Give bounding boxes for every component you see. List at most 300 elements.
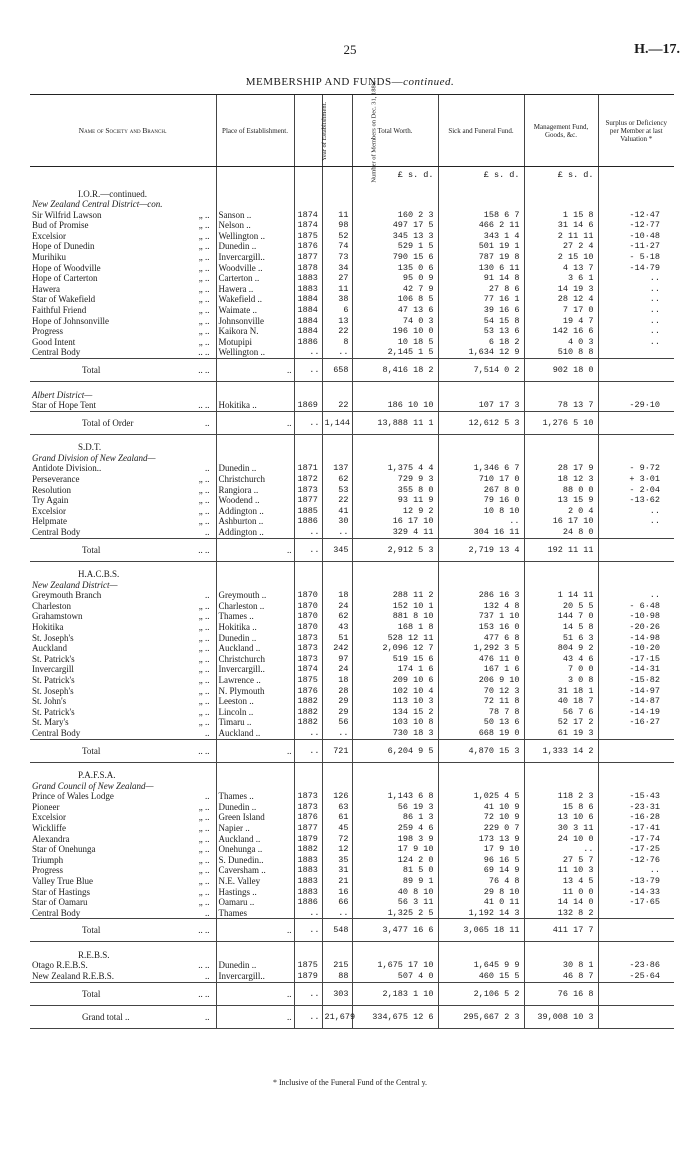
place-cell: Hokitika ..	[216, 622, 294, 633]
branch-row	[30, 855, 674, 866]
sick-fund-cell: 2,719 13 4	[438, 538, 524, 561]
surplus-cell: -14·31	[598, 664, 674, 675]
management-fund-cell: 51 6 3	[524, 633, 598, 644]
year-cell: 1877	[294, 495, 322, 506]
empty-cell	[322, 199, 352, 210]
spacer-cell	[216, 561, 294, 569]
spacer-cell	[598, 382, 674, 390]
branch-row	[30, 622, 674, 633]
sick-fund-cell: 1,634 12 9	[438, 347, 524, 358]
empty-cell	[294, 453, 322, 464]
units-sick: £ s. d.	[438, 167, 524, 181]
place-cell: ..	[216, 1005, 294, 1028]
sick-fund-cell: 1,645 9 9	[438, 960, 524, 971]
sick-fund-cell: 343 1 4	[438, 231, 524, 242]
surplus-cell: ..	[598, 316, 674, 327]
empty-cell	[352, 189, 438, 200]
society-heading-row	[30, 442, 674, 453]
members-cell: 98	[322, 220, 352, 231]
place-cell: Thames ..	[216, 611, 294, 622]
leader-dots: ..	[205, 907, 210, 918]
branch-label: Bud of Promise	[32, 220, 89, 231]
year-cell: 1873	[294, 485, 322, 496]
empty-cell	[524, 781, 598, 792]
sick-fund-cell: 78 7 8	[438, 707, 524, 718]
sick-fund-cell: 787 19 8	[438, 252, 524, 263]
branch-label: Grand total ..	[82, 1011, 130, 1022]
spacer-cell	[30, 942, 216, 950]
branch-row	[30, 210, 674, 221]
sick-fund-cell: 53 13 6	[438, 326, 524, 337]
sick-fund-cell: 6 18 2	[438, 337, 524, 348]
empty-cell	[216, 781, 294, 792]
branch-label: Excelsior	[32, 812, 66, 823]
branch-name	[30, 252, 216, 263]
sick-fund-cell: 304 16 11	[438, 527, 524, 538]
branch-label: Star of Oamaru	[32, 897, 88, 908]
surplus-cell: -25·64	[598, 971, 674, 982]
spacer-cell	[216, 382, 294, 390]
empty-cell	[524, 453, 598, 464]
branch-label: Greymouth Branch	[32, 590, 102, 601]
members-cell: 13	[322, 316, 352, 327]
surplus-cell: -14·97	[598, 686, 674, 697]
management-fund-cell: 28 12 4	[524, 294, 598, 305]
branch-label: Sir Wilfrid Lawson	[32, 209, 102, 220]
surplus-cell	[598, 1005, 674, 1028]
leader-dots: „ ..	[198, 209, 210, 220]
leader-dots: „ ..	[198, 283, 210, 294]
sick-fund-cell: 39 16 6	[438, 305, 524, 316]
empty-cell	[216, 950, 294, 961]
branch-name	[30, 337, 216, 348]
empty-cell	[598, 199, 674, 210]
branch-label: Prince of Wales Lodge	[32, 791, 114, 802]
spacer-cell	[30, 762, 216, 770]
sick-fund-cell: 79 16 0	[438, 495, 524, 506]
empty-cell	[216, 770, 294, 781]
total-worth-cell: 198 3 9	[352, 834, 438, 845]
year-cell: 1875	[294, 675, 322, 686]
district-name: Grand Division of New Zealand—	[32, 452, 156, 463]
branch-label: Central Body	[32, 347, 81, 358]
place-cell: Hastings ..	[216, 887, 294, 898]
year-cell: 1873	[294, 633, 322, 644]
management-fund-cell: 3 6 1	[524, 273, 598, 284]
branch-row	[30, 865, 674, 876]
place-cell: Christchurch	[216, 654, 294, 665]
place-cell: Nelson ..	[216, 220, 294, 231]
branch-name	[30, 326, 216, 337]
spacer-cell	[216, 762, 294, 770]
branch-row	[30, 284, 674, 295]
society-heading-row	[30, 569, 674, 580]
year-cell: 1886	[294, 897, 322, 908]
total-worth-cell: 113 10 3	[352, 696, 438, 707]
spacer-cell	[322, 434, 352, 442]
place-cell: Dunedin ..	[216, 960, 294, 971]
surplus-cell: ..	[598, 516, 674, 527]
spacer-cell	[352, 181, 438, 189]
management-fund-cell: 11 0 0	[524, 887, 598, 898]
branch-name	[30, 887, 216, 898]
management-fund-cell: 24 8 0	[524, 527, 598, 538]
members-cell: 548	[322, 919, 352, 942]
surplus-cell: -15·82	[598, 675, 674, 686]
year-cell: 1884	[294, 316, 322, 327]
total-worth-cell: 3,477 16 6	[352, 919, 438, 942]
spacer-cell	[598, 181, 674, 189]
leader-dots: „ ..	[198, 305, 210, 316]
branch-name	[30, 876, 216, 887]
leader-dots: ..	[205, 971, 210, 982]
year-cell: 1884	[294, 326, 322, 337]
sick-fund-cell: 132 4 8	[438, 601, 524, 612]
year-cell: 1869	[294, 400, 322, 411]
year-cell: 1883	[294, 865, 322, 876]
year-cell: 1876	[294, 686, 322, 697]
district-name: New Zealand District—	[32, 579, 118, 590]
total-worth-cell: 174 1 6	[352, 664, 438, 675]
branch-row	[30, 802, 674, 813]
sick-fund-cell: 1,025 4 5	[438, 791, 524, 802]
empty-cell	[598, 569, 674, 580]
branch-row	[30, 696, 674, 707]
members-cell: 29	[322, 707, 352, 718]
empty-cell	[524, 189, 598, 200]
leader-dots: ..	[205, 1011, 210, 1022]
surplus-cell: -16·27	[598, 717, 674, 728]
leader-dots: ..	[205, 526, 210, 537]
total-row	[30, 411, 674, 434]
branch-row	[30, 834, 674, 845]
branch-label: New Zealand R.E.B.S.	[32, 971, 114, 982]
management-fund-cell: 1 15 8	[524, 210, 598, 221]
members-cell: 27	[322, 273, 352, 284]
branch-row	[30, 908, 674, 919]
place-cell: Wakefield ..	[216, 294, 294, 305]
branch-row	[30, 527, 674, 538]
spacer-row	[30, 942, 674, 950]
branch-name	[30, 273, 216, 284]
branch-row	[30, 707, 674, 718]
year-cell: 1877	[294, 823, 322, 834]
empty-cell	[294, 770, 322, 781]
branch-name	[30, 908, 216, 919]
management-fund-cell: 30 8 1	[524, 960, 598, 971]
branch-row	[30, 643, 674, 654]
surplus-cell	[598, 359, 674, 382]
sick-fund-cell: 4,870 15 3	[438, 739, 524, 762]
branch-label: St. Mary's	[32, 717, 69, 728]
spacer-cell	[216, 434, 294, 442]
units-total: £ s. d.	[352, 167, 438, 181]
branch-name	[30, 897, 216, 908]
surplus-cell: -13·79	[598, 876, 674, 887]
place-cell: Addington ..	[216, 506, 294, 517]
sick-fund-cell: 501 19 1	[438, 241, 524, 252]
units-row	[30, 167, 674, 181]
sick-fund-cell: 77 16 1	[438, 294, 524, 305]
surplus-cell: -14·87	[598, 696, 674, 707]
branch-row	[30, 971, 674, 982]
leader-dots: .. ..	[198, 745, 210, 756]
place-cell: ..	[216, 411, 294, 434]
spacer-cell	[294, 382, 322, 390]
spacer-cell	[524, 762, 598, 770]
place-cell: Thames	[216, 908, 294, 919]
branch-row	[30, 495, 674, 506]
society-heading-row	[30, 950, 674, 961]
leader-dots: „ ..	[198, 294, 210, 305]
place-cell: ..	[216, 359, 294, 382]
branch-row	[30, 474, 674, 485]
branch-name	[30, 516, 216, 527]
leader-dots: .. ..	[198, 400, 210, 411]
branch-name	[30, 400, 216, 411]
total-worth-cell: 288 11 2	[352, 590, 438, 601]
surplus-cell: ..	[598, 590, 674, 601]
total-worth-cell: 86 1 3	[352, 812, 438, 823]
empty-cell	[598, 770, 674, 781]
place-cell: Timaru ..	[216, 717, 294, 728]
total-worth-cell: 56 19 3	[352, 802, 438, 813]
title-main: MEMBERSHIP AND FUNDS—	[245, 76, 404, 88]
surplus-cell: -14·33	[598, 887, 674, 898]
branch-label: Hawera	[32, 283, 60, 294]
branch-label: Charleston	[32, 600, 71, 611]
members-cell: 51	[322, 633, 352, 644]
district-heading-row	[30, 580, 674, 591]
branch-row	[30, 887, 674, 898]
total-worth-cell: 16 17 10	[352, 516, 438, 527]
sick-fund-cell: ..	[438, 516, 524, 527]
total-worth-cell: 209 10 6	[352, 675, 438, 686]
members-cell: 11	[322, 210, 352, 221]
spacer-cell	[524, 434, 598, 442]
spacer-cell	[524, 942, 598, 950]
branch-label: Progress	[32, 865, 63, 876]
surplus-cell: -23·86	[598, 960, 674, 971]
leader-dots: „ ..	[198, 516, 210, 527]
place-cell: ..	[216, 538, 294, 561]
branch-label: Otago R.E.B.S.	[32, 960, 88, 971]
branch-name	[30, 316, 216, 327]
year-cell: ..	[294, 538, 322, 561]
empty-cell	[322, 781, 352, 792]
leader-dots: ..	[205, 417, 210, 428]
district-name: Albert District—	[32, 389, 93, 400]
branch-row	[30, 231, 674, 242]
sick-fund-cell: 477 6 8	[438, 633, 524, 644]
total-worth-cell: 2,145 1 5	[352, 347, 438, 358]
members-cell: ..	[322, 728, 352, 739]
place-cell: Invercargill..	[216, 664, 294, 675]
units-management: £ s. d.	[524, 167, 598, 181]
branch-name	[30, 707, 216, 718]
spacer-cell	[352, 942, 438, 950]
sick-fund-cell: 29 8 10	[438, 887, 524, 898]
branch-label: Total	[82, 925, 101, 936]
year-cell: 1886	[294, 337, 322, 348]
society-heading-row	[30, 770, 674, 781]
branch-row	[30, 316, 674, 327]
members-cell: 41	[322, 506, 352, 517]
surplus-cell: -29·10	[598, 400, 674, 411]
members-cell: 12	[322, 844, 352, 855]
total-worth-cell: 89 9 1	[352, 876, 438, 887]
table-title	[0, 76, 700, 88]
branch-row	[30, 611, 674, 622]
branch-name	[30, 791, 216, 802]
branch-row	[30, 897, 674, 908]
members-cell: 21	[322, 876, 352, 887]
management-fund-cell: 144 7 0	[524, 611, 598, 622]
empty-cell	[598, 453, 674, 464]
total-row	[30, 982, 674, 1005]
spacer-cell	[438, 181, 524, 189]
empty-cell	[294, 189, 322, 200]
leader-dots: „ ..	[198, 241, 210, 252]
empty-cell	[438, 442, 524, 453]
empty-cell	[598, 580, 674, 591]
place-cell: Woodend ..	[216, 495, 294, 506]
place-cell: ..	[216, 739, 294, 762]
management-fund-cell: ..	[524, 844, 598, 855]
society-heading-row	[30, 189, 674, 200]
sick-fund-cell: 12,612 5 3	[438, 411, 524, 434]
surplus-cell: ..	[598, 865, 674, 876]
branch-label: Central Body	[32, 907, 81, 918]
branch-row	[30, 717, 674, 728]
empty-cell	[352, 442, 438, 453]
col-header-place: Place of Establishment.	[216, 95, 294, 167]
total-worth-cell: 95 0 9	[352, 273, 438, 284]
branch-row	[30, 347, 674, 358]
members-cell: 35	[322, 855, 352, 866]
total-row	[30, 538, 674, 561]
year-cell: ..	[294, 411, 322, 434]
empty-cell	[524, 442, 598, 453]
members-cell: ..	[322, 347, 352, 358]
members-cell: 45	[322, 823, 352, 834]
members-cell: 22	[322, 495, 352, 506]
empty-cell	[216, 580, 294, 591]
empty-cell	[352, 781, 438, 792]
year-cell: 1882	[294, 707, 322, 718]
surplus-cell: -15·43	[598, 791, 674, 802]
leader-dots: „ ..	[198, 653, 210, 664]
members-cell: 66	[322, 897, 352, 908]
surplus-cell	[598, 982, 674, 1005]
surplus-cell: -12·47	[598, 210, 674, 221]
branch-label: Total	[82, 988, 101, 999]
leader-dots: „ ..	[198, 664, 210, 675]
sick-fund-cell: 710 17 0	[438, 474, 524, 485]
year-cell: ..	[294, 527, 322, 538]
place-cell: Auckland ..	[216, 643, 294, 654]
branch-name	[30, 802, 216, 813]
spacer-cell	[598, 434, 674, 442]
members-cell: 56	[322, 717, 352, 728]
branch-label: Alexandra	[32, 833, 70, 844]
surplus-cell	[598, 919, 674, 942]
total-worth-cell: 1,143 6 8	[352, 791, 438, 802]
members-cell: 61	[322, 812, 352, 823]
management-fund-cell: 2 15 10	[524, 252, 598, 263]
total-worth-cell: 1,675 17 10	[352, 960, 438, 971]
members-cell: 34	[322, 263, 352, 274]
total-worth-cell: 196 10 0	[352, 326, 438, 337]
branch-label: Invercargill	[32, 664, 74, 675]
sick-fund-cell: 1,192 14 3	[438, 908, 524, 919]
year-cell: 1873	[294, 643, 322, 654]
empty-cell	[216, 199, 294, 210]
year-cell: 1883	[294, 887, 322, 898]
branch-name	[30, 971, 216, 982]
branch-label: Total of Order	[82, 417, 134, 428]
members-cell: 31	[322, 865, 352, 876]
place-cell: S. Dunedin..	[216, 855, 294, 866]
surplus-cell	[598, 527, 674, 538]
place-cell: Ashburton ..	[216, 516, 294, 527]
management-fund-cell: 804 9 2	[524, 643, 598, 654]
surplus-cell: -17·74	[598, 834, 674, 845]
place-cell: ..	[216, 919, 294, 942]
leader-dots: „ ..	[198, 812, 210, 823]
surplus-cell	[598, 538, 674, 561]
management-fund-cell: 30 3 11	[524, 823, 598, 834]
empty-cell	[598, 950, 674, 961]
year-cell: 1875	[294, 231, 322, 242]
empty-cell	[524, 950, 598, 961]
sick-fund-cell: 173 13 9	[438, 834, 524, 845]
branch-row	[30, 876, 674, 887]
members-cell: 24	[322, 601, 352, 612]
branch-row	[30, 823, 674, 834]
leader-dots: „ ..	[198, 823, 210, 833]
total-worth-cell: 40 8 10	[352, 887, 438, 898]
branch-row	[30, 326, 674, 337]
branch-name	[30, 506, 216, 517]
branch-name	[30, 241, 216, 252]
society-name: P.A.F.S.A.	[78, 770, 116, 781]
branch-label: Star of Hope Tent	[32, 400, 96, 411]
total-worth-cell: 8,416 18 2	[352, 359, 438, 382]
branch-name	[30, 474, 216, 485]
members-cell: 18	[322, 675, 352, 686]
members-cell: 72	[322, 834, 352, 845]
branch-label: Hope of Carterton	[32, 273, 98, 284]
branch-name	[30, 590, 216, 601]
year-cell: 1871	[294, 463, 322, 474]
footnote: * Inclusive of the Funeral Fund of the Central y.	[272, 1078, 428, 1087]
sick-fund-cell: 3,065 18 11	[438, 919, 524, 942]
empty-cell	[438, 950, 524, 961]
branch-name	[30, 844, 216, 855]
sick-fund-cell: 295,667 2 3	[438, 1005, 524, 1028]
members-cell: 303	[322, 982, 352, 1005]
leader-dots: „ ..	[198, 315, 210, 326]
sick-fund-cell: 72 10 9	[438, 812, 524, 823]
place-cell: Dunedin ..	[216, 241, 294, 252]
members-cell: 73	[322, 252, 352, 263]
spacer-cell	[524, 181, 598, 189]
branch-name	[30, 664, 216, 675]
col-header-year-text: Year of Establishment.	[320, 101, 328, 161]
spacer-cell	[524, 561, 598, 569]
place-cell: Thames ..	[216, 791, 294, 802]
